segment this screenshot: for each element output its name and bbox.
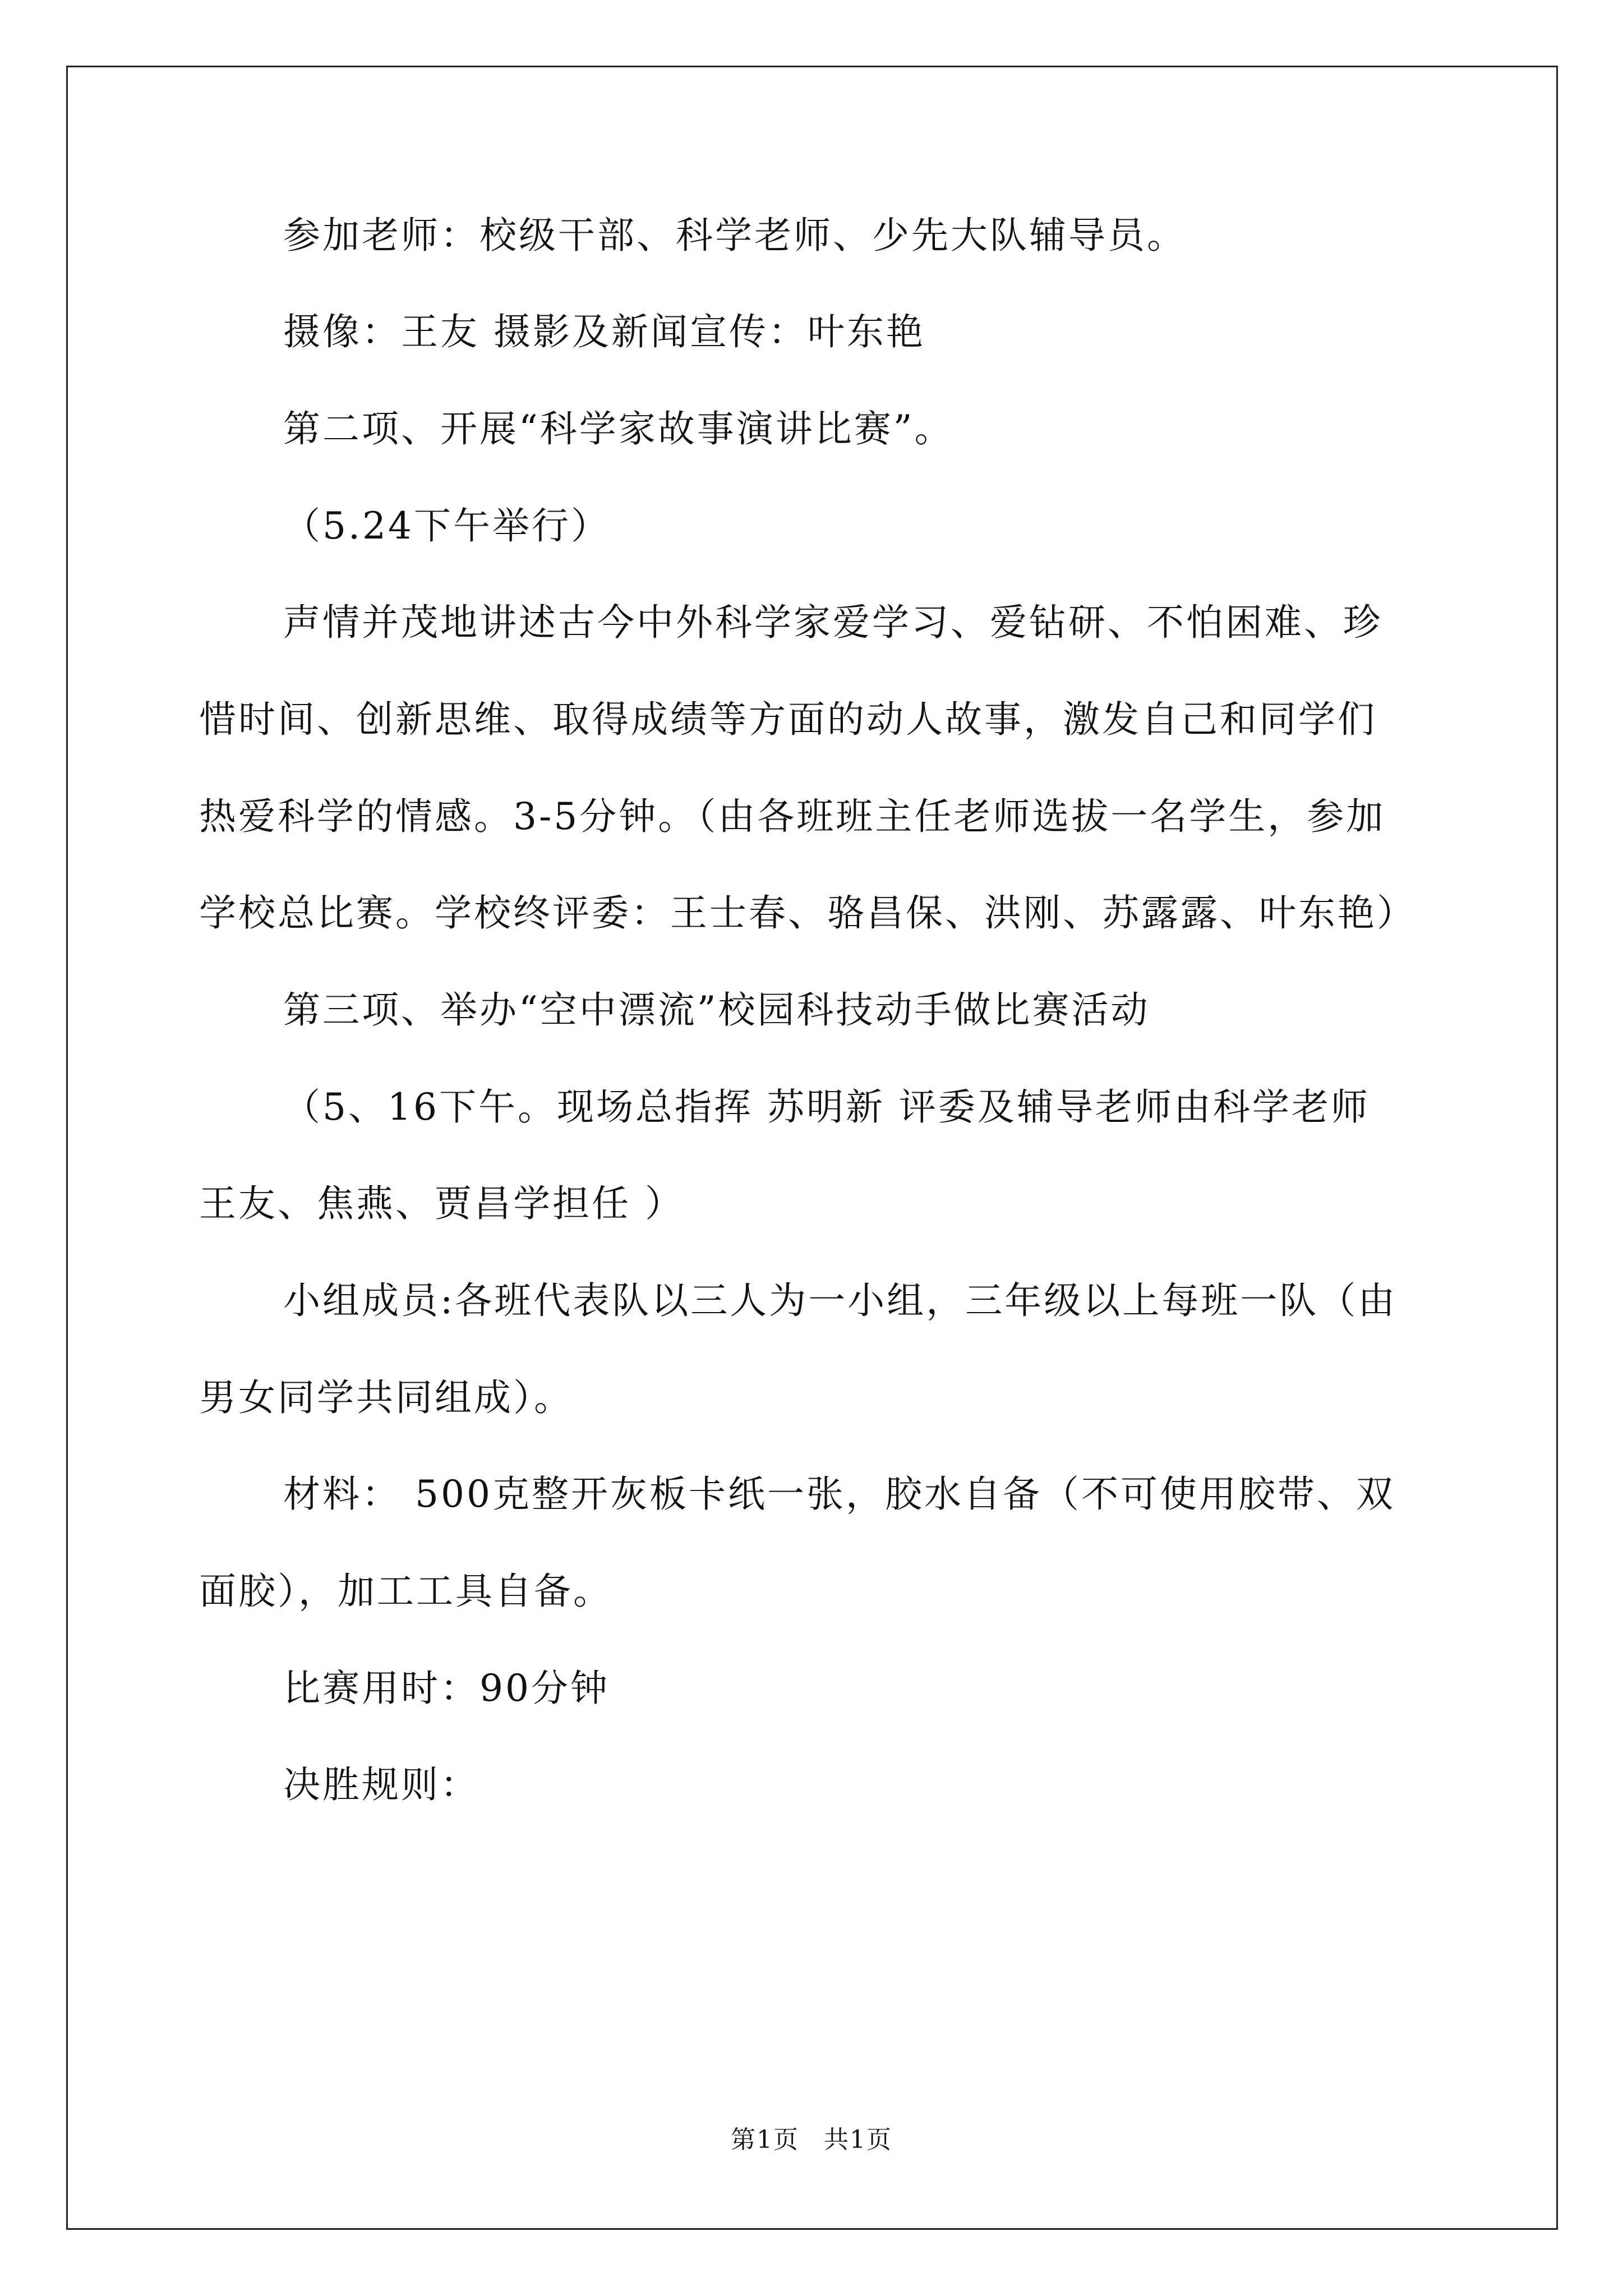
paragraph-line: 声情并茂地讲述古今中外科学家爱学习、爱钻研、不怕困难、珍: [283, 601, 1382, 644]
paragraph-line: 王友、焦燕、贾昌学担任 ）: [199, 1182, 684, 1225]
page-footer: [0, 2123, 1623, 2157]
paragraph-line: 参加老师：校级干部、科学老师、少先大队辅导员。: [283, 214, 1186, 257]
paragraph-line: 摄像：王友 摄影及新闻宣传：叶东艳: [283, 310, 925, 353]
page-border: [66, 66, 1558, 2230]
paragraph-line: 面胶），加工工具自备。: [199, 1570, 612, 1613]
paragraph-line: 决胜规则：: [283, 1763, 479, 1806]
paragraph-line: 第三项、举办“空中漂流”校园科技动手做比赛活动: [283, 988, 1150, 1032]
paragraph-line: 惜时间、创新思维、取得成绩等方面的动人故事，激发自己和同学们: [199, 698, 1377, 741]
paragraph-line: 比赛用时：90分钟: [283, 1667, 610, 1710]
paragraph-line: 男女同学共同组成）。: [199, 1376, 573, 1419]
paragraph-line: 小组成员:各班代表队以三人为一小组，三年级以上每班一队（由: [283, 1279, 1398, 1322]
page-number: 第1页: [731, 2125, 799, 2154]
paragraph-line: （5.24下午举行）: [283, 504, 610, 547]
paragraph-line: 学校总比赛。学校终评委：王士春、骆昌保、洪刚、苏露露、叶东艳）: [199, 891, 1416, 935]
paragraph-line: 热爱科学的情感。3-5分钟。（由各班班主任老师选拔一名学生，参加: [199, 795, 1386, 838]
page-total: 共1页: [824, 2125, 892, 2154]
paragraph-line: 第二项、开展“科学家故事演讲比赛”。: [283, 407, 954, 450]
paragraph-line: 材料： 500克整开灰板卡纸一张，胶水自备（不可使用胶带、双: [283, 1473, 1395, 1516]
paragraph-line: （5、16下午。现场总指挥 苏明新 评委及辅导老师由科学老师: [283, 1085, 1370, 1129]
